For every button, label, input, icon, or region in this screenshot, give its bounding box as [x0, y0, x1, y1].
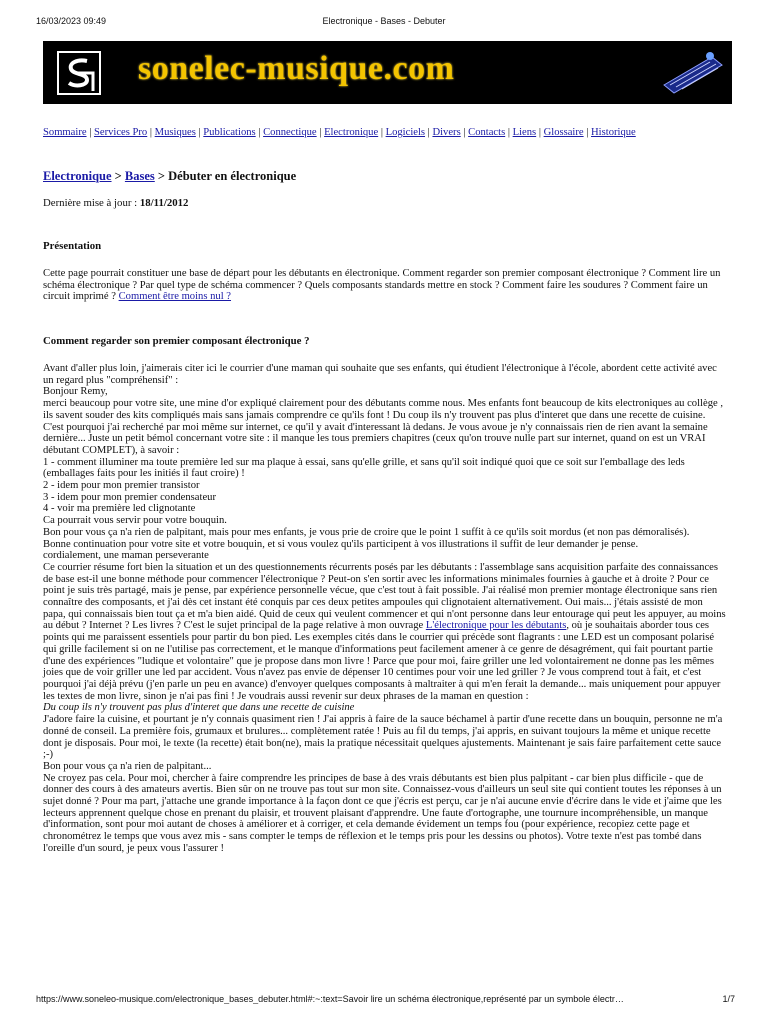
letter-line: Bonne continuation pour votre site et votre bouquin, et si vous voulez qu'ils participent à vos illustrations il suffit de leur demander je pense.: [43, 538, 639, 550]
last-update: [43, 197, 188, 209]
nav-link-glossaire[interactable]: Glossaire: [543, 127, 584, 138]
reply-paragraph-3: Ne croyez pas cela. Pour moi, chercher à faire comprendre les principes de base à des vrais débutants est bien plus palpitant - car bien plus difficile - que de donner des cours à des amateurs avertis. Bien sûr on ne trouve pas tout sur mon site. Connaissez-vous d'ailleurs un seul site qui contient toutes les réponses à un sujet donné ? Pour ma part, j'attache une grande importance à la façon dont ce que j'écris est perçu, car je n'ai aucune envie d'écrire dans le vide et j'aime que les lecteurs apprennent quelque chose en prenant du plaisir, et trouvent plaisant d'apprendre. Une faute d'ortographe, une tournure incompréhensible, un manque d'information, sont pour moi autant de choses à améliorer et à corriger, et cela demande évidement un temps fou (pour expérience, recopiez cette page et chronométrez le temps que vous avez mis - sans compter le temps de réflexion et le temps pris pour les dessins ou photos). Votre texte n'est pas tombé dans l'oreille d'un sourd, je peux vous l'assurer !: [43, 772, 722, 854]
breadcrumb: [43, 169, 296, 184]
nav-link-electronique[interactable]: Electronique: [324, 127, 379, 138]
last-update-label: Dernière mise à jour :: [43, 197, 138, 209]
nav-link-connectique[interactable]: Connectique: [263, 127, 317, 138]
nav-link-divers[interactable]: Divers: [432, 127, 461, 138]
nav-link-historique[interactable]: Historique: [591, 127, 636, 138]
letter-line: cordialement, une maman perseverante: [43, 550, 209, 562]
letter-line: 2 - idem pour mon premier transistor: [43, 480, 200, 492]
nav-separator: |: [378, 127, 386, 138]
letter-line: Ca pourrait vous servir pour votre bouquin.: [43, 515, 227, 527]
nav-link-services-pro[interactable]: Services Pro: [93, 127, 148, 138]
quote-1: Du coup ils n'y trouvent pas plus d'interet que dans une recette de cuisine: [43, 702, 355, 714]
moins-nul-link[interactable]: Comment être moins nul ?: [118, 291, 232, 303]
quote-2: Bon pour vous ça n'a rien de palpitant...: [43, 760, 212, 772]
letter-line: Bonjour Remy,: [43, 386, 108, 398]
print-url: https://www.soneleo-musique.com/electronique_bases_debuter.html#:~:text=Savoir lire un schéma électronique,représenté par un symbole électr…: [36, 994, 624, 1004]
page-number: 1/7: [722, 994, 735, 1004]
nav-link-liens[interactable]: Liens: [512, 127, 537, 138]
reply-paragraph-1: [43, 562, 728, 702]
reader-letter: [43, 386, 728, 562]
nav-separator: |: [86, 127, 94, 138]
breadcrumb-bases-link[interactable]: Bases: [124, 169, 155, 183]
article-body: [43, 363, 728, 855]
breadcrumb-current: Débuter en électronique: [168, 169, 297, 183]
keyboard-decor-icon: [660, 47, 724, 97]
print-header: [0, 16, 768, 30]
reply-paragraph-2: J'adore faire la cuisine, et pourtant je n'y connais quasiment rien ! J'ai appris à faire de la sauce béchamel à partir d'une recette dans un bouquin, personne ne m'a donné de conseil. La première fois, grumaux et brulures... complètement ratée ! Puis au fil du temps, j'ai appris, en suivant toujours la même et unique recette dont je disposais. Pour moi, le texte (la recette) était bon(ne), mais la pratique nécessitait quelques ajustements. Maintenant je sais faire parfaitement cette sauce ;-): [43, 714, 723, 761]
reply-text: , où je souhaitais aborder tous ces points qui me paraissent essentiels pour partir du bon pied. Les exemples cités dans le courrier qui précède sont flagrants : une LED est un composant polarisé qui grille facilement si on ne l'utilise pas correctement, et le manque d'informations peut facilement amener à ce genre de désagrément, qui fait pourtant partie d'une des expériences "ludique et volontaire" que je propose dans mon livre ! Parce que pour moi, faire griller une led volontairement ne donne pas les mêmes joies que de voir griller une led par accident. Vous n'avez pas envie de dépenser 10 centimes pour voir une led griller ? Je vous comprend tout à fait, et c'est pourquoi j'ai déjà prévu (j'en parle un peu en avance) d'envoyer quelques composants à maltraiter à qui m'en ferait la demande... mais uniquement pour appuyer les textes de mon livre, sinon je n'ai pas fini ! Je voudrais aussi revenir sur deux phrases de la maman en question :: [43, 620, 721, 702]
letter-line: 4 - voir ma première led clignotante: [43, 503, 196, 515]
nav-separator: |: [255, 127, 264, 138]
presentation-paragraph: Cette page pourrait constituer une base de départ pour les débutants en électronique. Comment regarder son premier composant électronique ? Comment lire un schéma électronique ? Par quel type de schéma commencer ? Quels composants standards mettre en stock ? Comment faire les soudures ? Comment faire un circuit imprimé ?: [43, 268, 721, 303]
print-date: 16/03/2023 09:49: [36, 16, 107, 26]
reply-text: Ce courrier résume fort bien la situation et un des questionnements récurrents posés par les débutants : l'assemblage sans acquisition parfaite des connaissances de base est-il une bonne méthode pour commencer l'électronique ? Peut-on s'en sortir avec les informations minimales fournies à gauche et à droite ? Pour ce point je suis très partagé, mais je pense, par expérience personnelle vécue, que c'est tout à fait possible. J'ai réalisé mon premier montage électronique sans rien connaître des composants, et j'ai dès cet instant été conquis par ces deux petites ampoules qui clignotaient alternativement. Oui mais... j'étais assisté de mon papa, qui connaissais bien tout ça et m'a bien aidé. Quid de ceux qui veulent commencer et qui n'ont personne dans leur entourage qui peut les appuyer, au moins au début ? Internet ? Les livres ? C'est le sujet principal de la page relative à mon ouvrage: [43, 561, 726, 632]
nav-separator: |: [505, 127, 513, 138]
debutants-book-link[interactable]: L'électronique pour les débutants: [425, 620, 567, 632]
print-title: Electronique - Bases - Debuter: [322, 16, 446, 26]
nav-link-contacts[interactable]: Contacts: [468, 127, 506, 138]
letter-line: 3 - idem pour mon premier condensateur: [43, 491, 216, 503]
nav-link-publications[interactable]: Publications: [203, 127, 256, 138]
nav-link-musiques[interactable]: Musiques: [154, 127, 196, 138]
intro-paragraph: Avant d'aller plus loin, j'aimerais citer ici le courrier d'une maman qui souhaite que ses enfants, qui étudient l'électronique à l'école, abordent cette activité avec un regard plus "compréhensif" :: [43, 363, 717, 386]
nav-separator: |: [536, 127, 544, 138]
last-update-date: 18/11/2012: [139, 197, 189, 209]
section-heading-composant: Comment regarder son premier composant électronique ?: [43, 335, 310, 347]
nav-link-sommaire[interactable]: Sommaire: [43, 127, 87, 138]
breadcrumb-electronique-link[interactable]: Electronique: [43, 169, 112, 183]
nav-separator: |: [147, 127, 155, 138]
site-name: sonelec-musique.com: [138, 50, 455, 87]
breadcrumb-separator: >: [114, 169, 122, 183]
nav-link-logiciels[interactable]: Logiciels: [385, 127, 426, 138]
nav-separator: |: [195, 127, 204, 138]
letter-line: Bon pour vous ça n'a rien de palpitant, mais pour mes enfants, je vous prie de croire que le point 1 suffit à ce qu'ils soit mordus (et non pas démoralisés).: [43, 526, 690, 538]
breadcrumb-separator: >: [157, 169, 166, 183]
presentation-text: [43, 268, 728, 303]
letter-line: 1 - comment illuminer ma toute première led sur ma plaque à essai, sans qu'elle grille, et sans qu'il soit indiqué quoi que ce soit sur l'emballage des leds (emballages faits pour les initiés il faut croire) !: [43, 456, 685, 480]
site-banner[interactable]: [43, 41, 732, 104]
sonelec-logo-icon: [57, 51, 101, 95]
section-heading-presentation: Présentation: [43, 240, 102, 252]
nav-separator: |: [425, 127, 433, 138]
nav-separator: |: [316, 127, 325, 138]
nav-separator: |: [460, 127, 469, 138]
top-nav: [43, 127, 728, 139]
letter-line: merci beaucoup pour votre site, une mine d'or expliqué clairement pour des débutants comme nous. Mes enfants font beaucoup de kits electroniques au collège , ils savent souder des kits compliqués mais sans jamais comprendre ce qu'ils font ! Du coup ils n'y trouvent pas plus d'interet que dans une recette de cuisine. C'est pourquoi j'ai recherché par moi même sur internet, ce qu'il y avait d'interessant là dedans. Je vous avoue je n'y connaissais rien de rien avant la semaine dernière... Juste un petit bémol concernant votre site : il manque les tous premiers chapitres (ceux qu'on trouve nulle part sur internet, quand on est un VRAI débutant COMPLET), à savoir :: [43, 398, 723, 456]
print-footer: [0, 994, 768, 1008]
nav-separator: |: [583, 127, 592, 138]
